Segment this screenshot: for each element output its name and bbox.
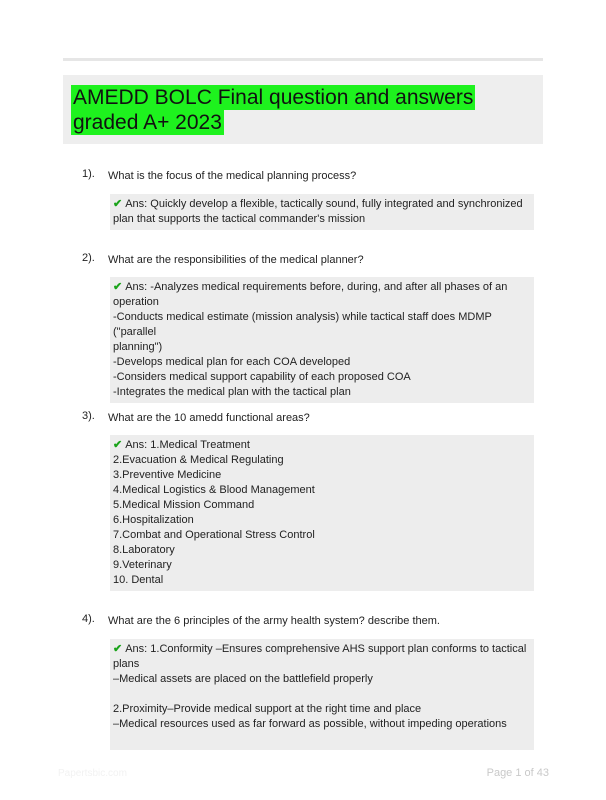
- answer-box: [110, 435, 534, 591]
- check-icon: ✔: [113, 643, 123, 655]
- check-icon: ✔: [113, 439, 123, 451]
- question-number: 3).: [82, 410, 95, 422]
- answer-box: [110, 277, 534, 403]
- answer-line: plan that supports the tactical commander's mission: [113, 213, 366, 225]
- answer-line: –Medical resources used as far forward as possible, without impeding operations: [113, 718, 507, 730]
- question-text: What are the 6 principles of the army health system? describe them.: [108, 615, 440, 627]
- document-title: [71, 85, 535, 135]
- question-text: What are the responsibilities of the medical planner?: [108, 254, 364, 266]
- question-number: 1).: [82, 168, 95, 180]
- answer-line: [113, 732, 530, 747]
- answer-line: 7.Combat and Operational Stress Control: [113, 529, 315, 541]
- answer-line: -Develops medical plan for each COA developed: [113, 356, 351, 368]
- question-number: 2).: [82, 252, 95, 264]
- answer-line: 3.Preventive Medicine: [113, 469, 222, 481]
- question-text: What are the 10 amedd functional areas?: [108, 412, 310, 424]
- top-divider: [63, 58, 543, 61]
- footer-site-watermark: Papertsbic.com: [58, 768, 127, 779]
- answer-line: ✔ Ans: 1.Conformity –Ensures comprehensive AHS support plan conforms to tactical: [113, 643, 527, 655]
- answer-line: -Conducts medical estimate (mission analysis) while tactical staff does MDMP ("parallel: [113, 311, 495, 338]
- answer-box: [110, 639, 534, 750]
- answer-line: ✔ Ans: -Analyzes medical requirements before, during, and after all phases of an: [113, 281, 508, 293]
- answer-line: ✔ Ans: Quickly develop a flexible, tactically sound, fully integrated and synchronized: [113, 198, 523, 210]
- answer-line: plans: [113, 658, 140, 670]
- page-number: Page 1 of 43: [486, 767, 549, 779]
- title-line-2: graded A+ 2023: [73, 111, 222, 134]
- title-banner: [63, 75, 543, 144]
- answer-line: 10. Dental: [113, 574, 164, 586]
- answer-line: -Integrates the medical plan with the tactical plan: [113, 386, 351, 398]
- answer-line: ✔ Ans: 1.Medical Treatment: [113, 439, 250, 451]
- answer-line: -Considers medical support capability of each proposed COA: [113, 371, 411, 383]
- answer-line: planning"): [113, 341, 163, 353]
- answer-line: 9.Veterinary: [113, 559, 172, 571]
- answer-line: –Medical assets are placed on the battlefield properly: [113, 673, 373, 685]
- answer-line: [113, 687, 530, 702]
- answer-line: 6.Hospitalization: [113, 514, 194, 526]
- question-text: What is the focus of the medical planning process?: [108, 170, 357, 182]
- check-icon: ✔: [113, 198, 123, 210]
- question-number: 4).: [82, 613, 95, 625]
- check-icon: ✔: [113, 281, 123, 293]
- answer-line: 2.Evacuation & Medical Regulating: [113, 454, 284, 466]
- answer-line: operation: [113, 296, 159, 308]
- answer-line: 2.Proximity–Provide medical support at the right time and place: [113, 703, 422, 715]
- answer-line: 8.Laboratory: [113, 544, 175, 556]
- answer-box: [110, 194, 534, 230]
- answer-line: 5.Medical Mission Command: [113, 499, 255, 511]
- answer-line: 4.Medical Logistics & Blood Management: [113, 484, 315, 496]
- title-line-1: AMEDD BOLC Final question and answers: [73, 86, 474, 109]
